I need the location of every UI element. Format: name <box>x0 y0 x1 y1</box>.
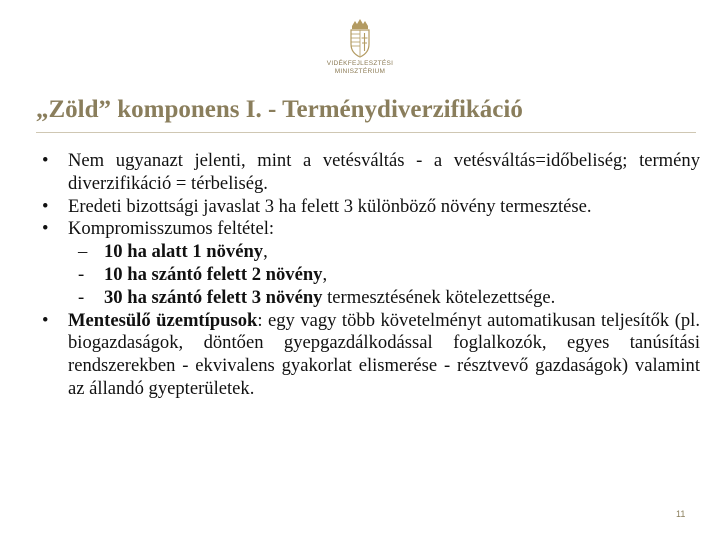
logo-line-2: MINISZTÉRIUM <box>334 68 386 75</box>
page-number: 11 <box>676 509 686 519</box>
subitem-tail: , <box>322 263 328 285</box>
subitem-text: 10 ha szántó felett 2 növény <box>104 263 323 285</box>
slide-title: „Zöld” komponens I. - Terménydiverzifikáció <box>36 96 523 123</box>
exempt-heading: Mentesülő üzemtípusok <box>68 309 258 331</box>
subitem-tail: termesztésének kötelezettsége. <box>322 286 556 308</box>
logo-line-1: VIDÉKFEJLESZTÉSI <box>326 60 394 67</box>
coat-of-arms-icon <box>347 18 373 58</box>
slide-content <box>36 150 700 401</box>
exempt-text: : egy vagy több követelményt automatikusan teljesítők (pl. biogazdaságok, döntően gyepgazdálkodással foglalkozók, egyes tanúsítási rendszerekben - ekvivalens gyakorlat elismerése - résztvevő gazdaságok) valamint az állandó gyepterületek. <box>68 309 700 399</box>
subitem-text: 10 ha alatt 1 növény <box>104 241 264 263</box>
bullet-compromise: • Kompromisszumos feltétel: <box>36 218 700 241</box>
subitem-dash: - <box>78 263 85 285</box>
subitem-over-30ha <box>36 287 700 310</box>
subitem-under-10ha <box>36 241 700 264</box>
bullet-exempt-farms <box>36 310 700 401</box>
bullet-original-proposal: • Eredeti bizottsági javaslat 3 ha felett 3 különböző növény termesztése. <box>36 196 700 219</box>
title-divider <box>36 132 696 133</box>
bullet-crop-rotation: • Nem ugyanazt jelenti, mint a vetésváltás - a vetésváltás=időbeliség; termény diverzifikáció = térbeliség. <box>36 150 700 196</box>
subitem-dash: – <box>78 241 88 263</box>
subitem-over-10ha <box>36 264 700 287</box>
subitem-dash: - <box>78 286 85 308</box>
ministry-logo <box>318 18 402 82</box>
subitem-text: 30 ha szántó felett 3 növény <box>104 286 323 308</box>
subitem-tail: , <box>263 241 268 263</box>
